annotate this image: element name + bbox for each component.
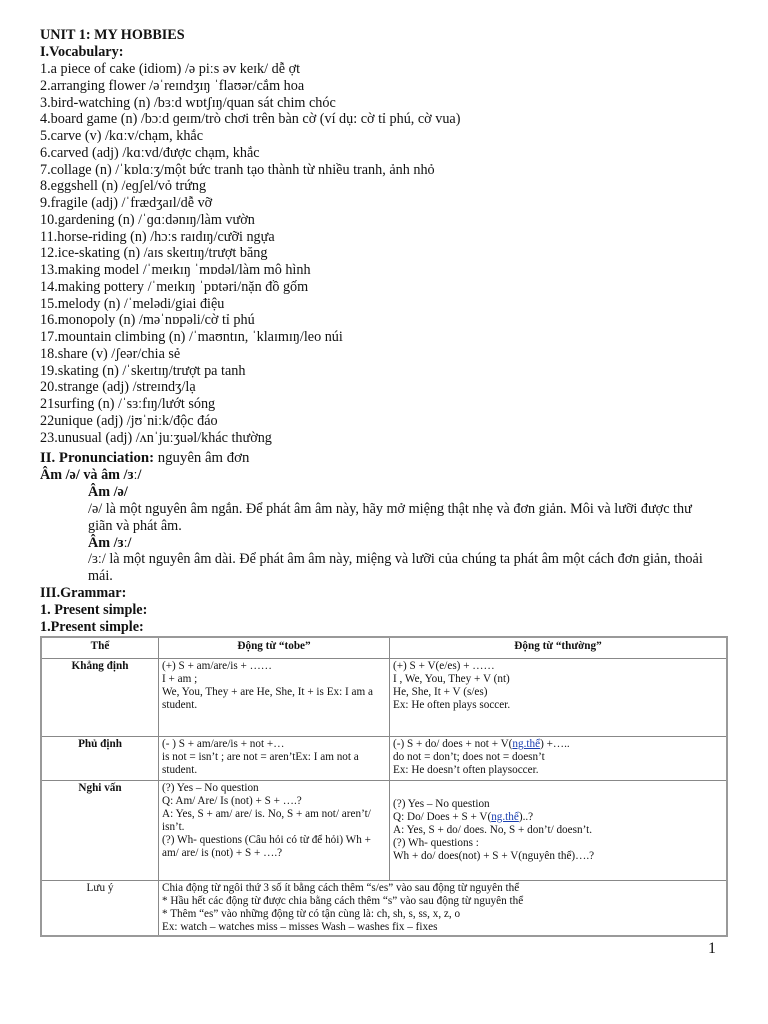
vocabulary-item: 23.unusual (adj) /ʌnˈjuːʒuəl/khác thường	[40, 429, 272, 446]
present-simple-heading: 1. Present simple:	[40, 602, 148, 618]
schwa-description: /ə/ là một nguyên âm ngắn. Để phát âm âm này, hãy mở miệng thật nhẹ và đơn giản. Môi và lưỡi được thư giãn và phát âm.	[88, 501, 692, 534]
table-row-affirmative	[41, 659, 727, 737]
vocabulary-item: 18.share (v) /ʃeər/chia sẻ	[40, 345, 181, 362]
pronunciation-subheading: Âm /ə/ và âm /ɜː/	[40, 467, 142, 483]
vocabulary-item: 14.making pottery /ˈmeɪkɪŋ ˈpɒtəri/nặn đồ gốm	[40, 278, 309, 295]
table-row-interrogative	[41, 781, 727, 881]
schwa-title: Âm /ə/	[88, 484, 128, 500]
row-label-negative: Phủ định	[41, 737, 159, 781]
vocabulary-item: 7.collage (n) /ˈkɒlɑːʒ/một bức tranh tạo thành từ nhiều tranh, ảnh nhỏ	[40, 161, 435, 178]
cell-text: ) +…..	[540, 738, 570, 750]
cell-line: I + am ;	[162, 673, 198, 685]
vocabulary-item: 9.fragile (adj) /ˈfrædʒaɪl/dễ vỡ	[40, 195, 213, 211]
interrogative-tobe-cell	[159, 781, 390, 881]
cell-line: (?) Wh- questions :	[393, 837, 479, 849]
note-line: * Hầu hết các động từ được chia bằng cách thêm “s” vào sau động từ nguyên thể	[162, 895, 524, 907]
interrogative-normal-cell	[390, 781, 728, 881]
table-header-normal-verb: Động từ “thường”	[390, 637, 728, 659]
cell-line: (?) Yes – No question	[162, 782, 259, 794]
cell-line: (?) Yes – No question	[393, 798, 490, 810]
affirmative-tobe-cell	[159, 659, 390, 737]
present-simple-heading-repeat: 1.Present simple:	[40, 619, 144, 635]
table-header-row	[41, 637, 727, 659]
cell-text: (-) S + do/ does + not + V(	[393, 738, 513, 750]
row-label-interrogative: Nghi vấn	[41, 781, 159, 881]
cell-line: Ex: He doesn’t often playsoccer.	[393, 764, 539, 776]
vocabulary-item: 8.eggshell (n) /eɡʃel/vỏ trứng	[40, 178, 207, 195]
note-line: Chia động từ ngôi thứ 3 số ít bằng cách thêm “s/es” vào sau động từ nguyên thể	[162, 882, 520, 894]
unit-title: UNIT 1: MY HOBBIES	[40, 27, 185, 43]
cell-line: do not = don’t; does not = doesn’t	[393, 751, 545, 763]
pronunciation-heading-rest: nguyên âm đơn	[157, 450, 250, 466]
vocabulary-item: 11.horse-riding (n) /hɔːs raɪdɪŋ/cưỡi ngựa	[40, 228, 275, 245]
cell-text: )..?	[518, 811, 534, 823]
vocabulary-item: 6.carved (adj) /kɑːvd/được chạm, khắc	[40, 144, 260, 161]
cell-line: (+) S + V(e/es) + ……	[393, 660, 495, 672]
vocabulary-item: 16.monopoly (n) /məˈnɒpəli/cờ tỉ phú	[40, 312, 255, 329]
cell-line: (- ) S + am/are/is + not +…	[162, 738, 285, 750]
vocabulary-item: 19.skating (n) /ˈskeɪtɪŋ/trượt pa tanh	[40, 362, 246, 379]
page-number: 1	[708, 940, 716, 957]
vocabulary-item: 17.mountain climbing (n) /ˈmaʊntɪn, ˈklaɪmɪŋ/leo núi	[40, 329, 343, 345]
cell-line: He, She, It + V (s/es)	[393, 686, 488, 698]
table-row-note	[41, 881, 727, 937]
affirmative-normal-cell	[390, 659, 728, 737]
table-header-form: Thể	[41, 637, 159, 659]
vocabulary-item: 13.making model /ˈmeɪkɪŋ ˈmɒdəl/làm mô hình	[40, 262, 311, 278]
hyperlink-ng-the[interactable]: ng.thể	[491, 811, 519, 823]
cell-line: (+) S + am/are/is + ……	[162, 660, 272, 672]
vocabulary-item: 10.gardening (n) /ˈɡɑːdənɪŋ/làm vườn	[40, 211, 255, 228]
vocabulary-heading: I.Vocabulary:	[40, 44, 124, 60]
note-line: * Thêm “es” vào những động từ có tận cùng là: ch, sh, s, ss, x, z, o	[162, 908, 461, 920]
note-line: Ex: watch – watches miss – misses Wash – washes fix – fixes	[162, 921, 438, 933]
cell-text: Q: Do/ Does + S + V(	[393, 811, 492, 823]
cell-line: I , We, You, They + V (nt)	[393, 673, 510, 685]
cell-line	[393, 738, 723, 751]
hyperlink-ng-the[interactable]: ng.thể	[512, 738, 541, 750]
er-title: Âm /ɜː/	[88, 535, 132, 551]
vocabulary-item: 21surfing (n) /ˈsɜːfɪŋ/lướt sóng	[40, 396, 216, 412]
cell-line: A: Yes, S + am/ are/ is. No, S + am not/ aren’t/ isn’t.	[162, 808, 371, 833]
note-cell	[159, 881, 728, 937]
cell-line: Wh + do/ does(not) + S + V(nguyên thể)….?	[393, 850, 595, 862]
pronunciation-heading-bold: II. Pronunciation:	[40, 450, 158, 466]
cell-line: Q: Am/ Are/ Is (not) + S + ….?	[162, 795, 302, 807]
vocabulary-item: 1.a piece of cake (idiom) /ə piːs əv keɪk/ dễ ợt	[40, 61, 301, 77]
cell-line: Ex: He often plays soccer.	[393, 699, 511, 711]
vocabulary-item: 12.ice-skating (n) /aɪs skeɪtɪŋ/trượt băng	[40, 245, 268, 262]
vocabulary-item: 3.bird-watching (n) /bɜːd wɒtʃɪŋ/quan sát chim chóc	[40, 94, 336, 111]
row-label-note: Lưu ý	[41, 881, 159, 937]
grammar-heading: III.Grammar:	[40, 585, 127, 601]
row-label-affirmative: Khẳng định	[41, 659, 159, 737]
vocabulary-item: 4.board game (n) /bɔːd ɡeɪm/trò chơi trên bàn cờ (ví dụ: cờ tỉ phú, cờ vua)	[40, 111, 461, 128]
cell-line: A: Yes, S + do/ does. No, S + don’t/ doesn’t.	[393, 824, 592, 836]
cell-line: is not = isn’t ; are not = aren’tEx: I am not a student.	[162, 751, 359, 776]
cell-line	[393, 811, 723, 824]
table-row-negative	[41, 737, 727, 781]
table-header-tobe: Động từ “tobe”	[159, 637, 390, 659]
vocabulary-item: 5.carve (v) /kɑːv/chạm, khắc	[40, 128, 204, 144]
negative-normal-cell	[390, 737, 728, 781]
er-description: /ɜː/ là một nguyên âm dài. Để phát âm âm này, miệng và lưỡi của chúng ta phát âm một cách đơn giản, thoải mái.	[88, 551, 703, 584]
vocabulary-item: 2.arranging flower /əˈreɪndʒɪŋ ˈflaʊər/cắm hoa	[40, 77, 305, 94]
negative-tobe-cell	[159, 737, 390, 781]
vocabulary-item: 22unique (adj) /jʊˈniːk/độc đáo	[40, 412, 218, 429]
grammar-table	[40, 636, 728, 937]
pronunciation-heading	[40, 450, 249, 467]
cell-line: We, You, They + are He, She, It + is Ex: I am a student.	[162, 686, 373, 711]
vocabulary-item: 20.strange (adj) /streɪndʒ/lạ	[40, 379, 196, 396]
vocabulary-item: 15.melody (n) /ˈmelədi/giai điệu	[40, 295, 225, 312]
cell-line: (?) Wh- questions (Câu hỏi có từ để hỏi) Wh + am/ are/ is (not) + S + ….?	[162, 834, 371, 859]
